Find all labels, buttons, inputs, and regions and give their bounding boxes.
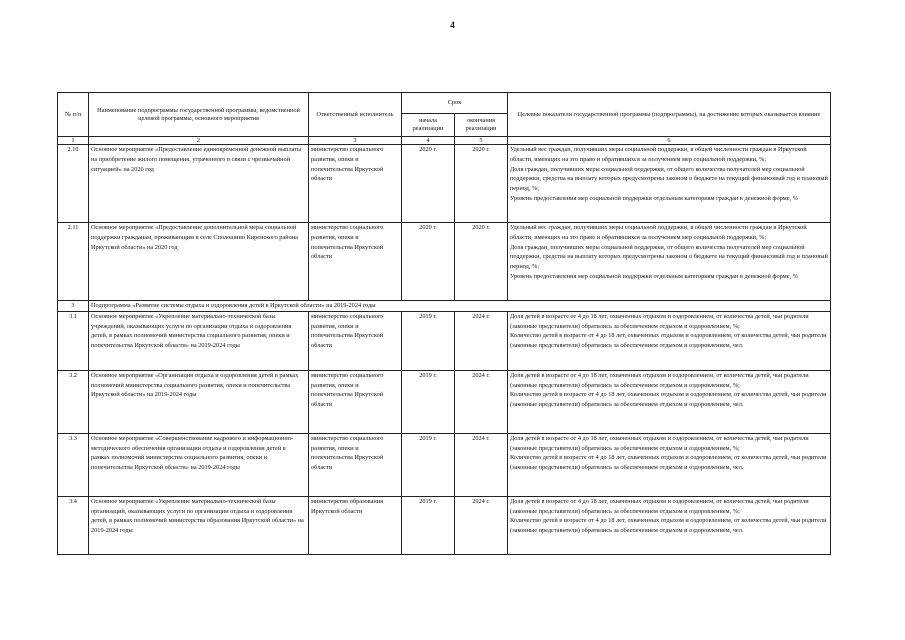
row-indicators bbox=[508, 496, 831, 554]
indicator: Удельный вес граждан, получивших меры социальной поддержки, в общей численности граждан в Иркутской области, имеющих на это право и обратившихся за получением мер социальной поддержки, %; bbox=[510, 146, 807, 163]
table-row bbox=[58, 496, 831, 554]
row-number: 2.11 bbox=[58, 223, 89, 301]
row-indicators bbox=[508, 370, 831, 433]
indicator: Количество детей в возрасте от 4 до 18 лет, охваченных отдыхом и оздоровлением, от количества детей, чьи родители (законные представители) обратились за обеспечением отдыхом и оздоровлением, чел. bbox=[510, 391, 827, 408]
row-start: 2019 г. bbox=[402, 496, 455, 554]
column-number: 5 bbox=[455, 137, 508, 145]
row-start: 2019 г. bbox=[402, 370, 455, 433]
row-name: Основное мероприятие «Организация отдыха и оздоровления детей в рамках полномочий министерства социального развития, опеки и попечительства Иркутской области» на 2019-2024 годы bbox=[89, 370, 309, 433]
row-executor: министерство социального развития, опеки и попечительства Иркутской области bbox=[309, 145, 402, 223]
header-term: Срок bbox=[402, 93, 508, 114]
row-name: Основное мероприятие «Укрепление материально-технической базы учреждений, оказывающих услуги по организации отдыха и оздоровления детей, в рамках полномочий министерства социального развития, опеки и попечительства Иркутской области» на 2019-2024 годы bbox=[89, 311, 309, 370]
row-number: 3.1 bbox=[58, 311, 89, 370]
header-executor: Ответственный исполнитель bbox=[309, 93, 402, 137]
row-executor: министерство социального развития, опеки и попечительства Иркутской области bbox=[309, 370, 402, 433]
column-number: 2 bbox=[89, 137, 309, 145]
column-number: 1 bbox=[58, 137, 89, 145]
indicator: Доля детей в возрасте от 4 до 18 лет, охваченных отдыхом и оздоровлением, от количества детей, чьи родители (законные представители) обратились за обеспечением отдыхом и оздоровлением, %; bbox=[510, 434, 809, 452]
header-name: Наименование подпрограммы государственной программы, ведомственной целевой программы, основного мероприятия bbox=[89, 93, 309, 137]
subprogram-title: Подпрограмма «Развитие системы отдыха и оздоровления детей в Иркутской области» на 2019-2024 годы bbox=[89, 301, 831, 312]
indicator: Доля детей в возрасте от 4 до 18 лет, охваченных отдыхом и оздоровлением, от количества детей, чьи родители (законные представители) обратились за обеспечением отдыхом и оздоровлением, %; bbox=[510, 497, 809, 515]
row-end: 2024 г. bbox=[455, 496, 508, 554]
table-row bbox=[58, 145, 831, 223]
row-number: 3.3 bbox=[58, 433, 89, 496]
table-row bbox=[58, 370, 831, 433]
indicator: Количество детей в возрасте от 4 до 18 лет, охваченных отдыхом и оздоровлением, от количества детей, чьи родители (законные представители) обратились за обеспечением отдыхом и оздоровлением, чел. bbox=[510, 517, 827, 534]
row-executor: министерство образования Иркутской области bbox=[309, 496, 402, 554]
row-end: 2020 г. bbox=[455, 145, 508, 223]
table-row bbox=[58, 223, 831, 301]
header-start: начала реализации bbox=[402, 114, 455, 137]
column-number: 3 bbox=[309, 137, 402, 145]
program-table bbox=[57, 92, 831, 555]
indicator: Доля детей в возрасте от 4 до 18 лет, охваченных отдыхом и оздоровлением, от количества детей, чьи родители (законные представители) обратились за обеспечением отдыхом и оздоровлением, %; bbox=[510, 312, 809, 330]
row-number: 3.2 bbox=[58, 370, 89, 433]
row-start: 2019 г. bbox=[402, 311, 455, 370]
indicator: Удельный вес граждан, получивших меры социальной поддержки, в общей численности граждан в Иркутской области, имеющих на это право и обратившихся за получением мер социальной поддержки, %; bbox=[510, 224, 807, 241]
indicator: Доля детей в возрасте от 4 до 18 лет, охваченных отдыхом и оздоровлением, от количества детей, чьи родители (законные представители) обратились за обеспечением отдыхом и оздоровлением, %; bbox=[510, 371, 809, 389]
row-executor: министерство социального развития, опеки и попечительства Иркутской области bbox=[309, 433, 402, 496]
indicator: Уровень предоставления мер социальной поддержки отдельным категориям граждан в денежной форме, % bbox=[510, 272, 798, 280]
row-number: 2.10 bbox=[58, 145, 89, 223]
table-row bbox=[58, 311, 831, 370]
row-indicators bbox=[508, 311, 831, 370]
row-start: 2020 г. bbox=[402, 223, 455, 301]
column-number: 6 bbox=[508, 137, 831, 145]
row-name: Основное мероприятие «Предоставление дополнительной меры социальной поддержки гражданам, проживающим в селе Сполошино Киренского района Иркутской области» на 2020 год bbox=[89, 223, 309, 301]
row-name: Основное мероприятие «Совершенствование кадрового и информационно-методического обеспечения организации отдыха и оздоровления детей в рамках полномочий министерства социального развития, опеки и попечительства Иркутской области» на 2019-2024 годы bbox=[89, 433, 309, 496]
row-end: 2024 г. bbox=[455, 311, 508, 370]
row-end: 2020 г. bbox=[455, 223, 508, 301]
page-number: 4 bbox=[450, 20, 455, 30]
header-num: № п/п bbox=[58, 93, 89, 137]
row-executor: министерство социального развития, опеки и попечительства Иркутской области bbox=[309, 311, 402, 370]
row-name: Основное мероприятие «Укрепление материально-технической базы организаций, оказывающих услуги по организации отдыха и оздоровления детей, в рамках полномочий министерства образования Иркутской области» на 2019-2024 годы bbox=[89, 496, 309, 554]
header-indicators: Целевые показатели государственной программы (подпрограммы), на достижение которых оказывается влияние bbox=[508, 93, 831, 137]
row-number: 3.4 bbox=[58, 496, 89, 554]
table-row bbox=[58, 433, 831, 496]
row-end: 2024 г. bbox=[455, 433, 508, 496]
subprogram-number: 3 bbox=[58, 301, 89, 312]
indicator: Количество детей в возрасте от 4 до 18 лет, охваченных отдыхом и оздоровлением, от количества детей, чьи родители (законные представители) обратились за обеспечением отдыхом и оздоровлением, чел. bbox=[510, 454, 827, 471]
indicator: Доля граждан, получивших меры социальной поддержки, от общего количества получателей мер социальной поддержки, средства на выплату которых предусмотрены законом о бюджете на текущий финансовый год и плановый период, %; bbox=[510, 165, 828, 192]
row-start: 2019 г. bbox=[402, 433, 455, 496]
column-numbers-row bbox=[58, 137, 831, 145]
row-indicators bbox=[508, 433, 831, 496]
row-indicators bbox=[508, 223, 831, 301]
row-name: Основное мероприятие «Предоставление единовременной денежной выплаты на приобретение жилого помещения, утраченного в связи с чрезвычайной ситуацией» на 2020 год bbox=[89, 145, 309, 223]
row-start: 2020 г. bbox=[402, 145, 455, 223]
indicator: Уровень предоставления мер социальной поддержки отдельным категориям граждан в денежной форме, % bbox=[510, 194, 798, 202]
indicator: Доля граждан, получивших меры социальной поддержки, от общего количества получателей мер социальной поддержки, средства на выплату которых предусмотрены законом о бюджете на текущий финансовый год и плановый период, %; bbox=[510, 243, 828, 270]
indicator: Количество детей в возрасте от 4 до 18 лет, охваченных отдыхом и оздоровлением, от количества детей, чьи родители (законные представители) обратились за обеспечением отдыхом и оздоровлением, чел. bbox=[510, 332, 827, 349]
column-number: 4 bbox=[402, 137, 455, 145]
row-indicators bbox=[508, 145, 831, 223]
header-end: окончания реализации bbox=[455, 114, 508, 137]
row-end: 2024 г. bbox=[455, 370, 508, 433]
row-executor: министерство социального развития, опеки и попечительства Иркутской области bbox=[309, 223, 402, 301]
subprogram-row bbox=[58, 301, 831, 312]
